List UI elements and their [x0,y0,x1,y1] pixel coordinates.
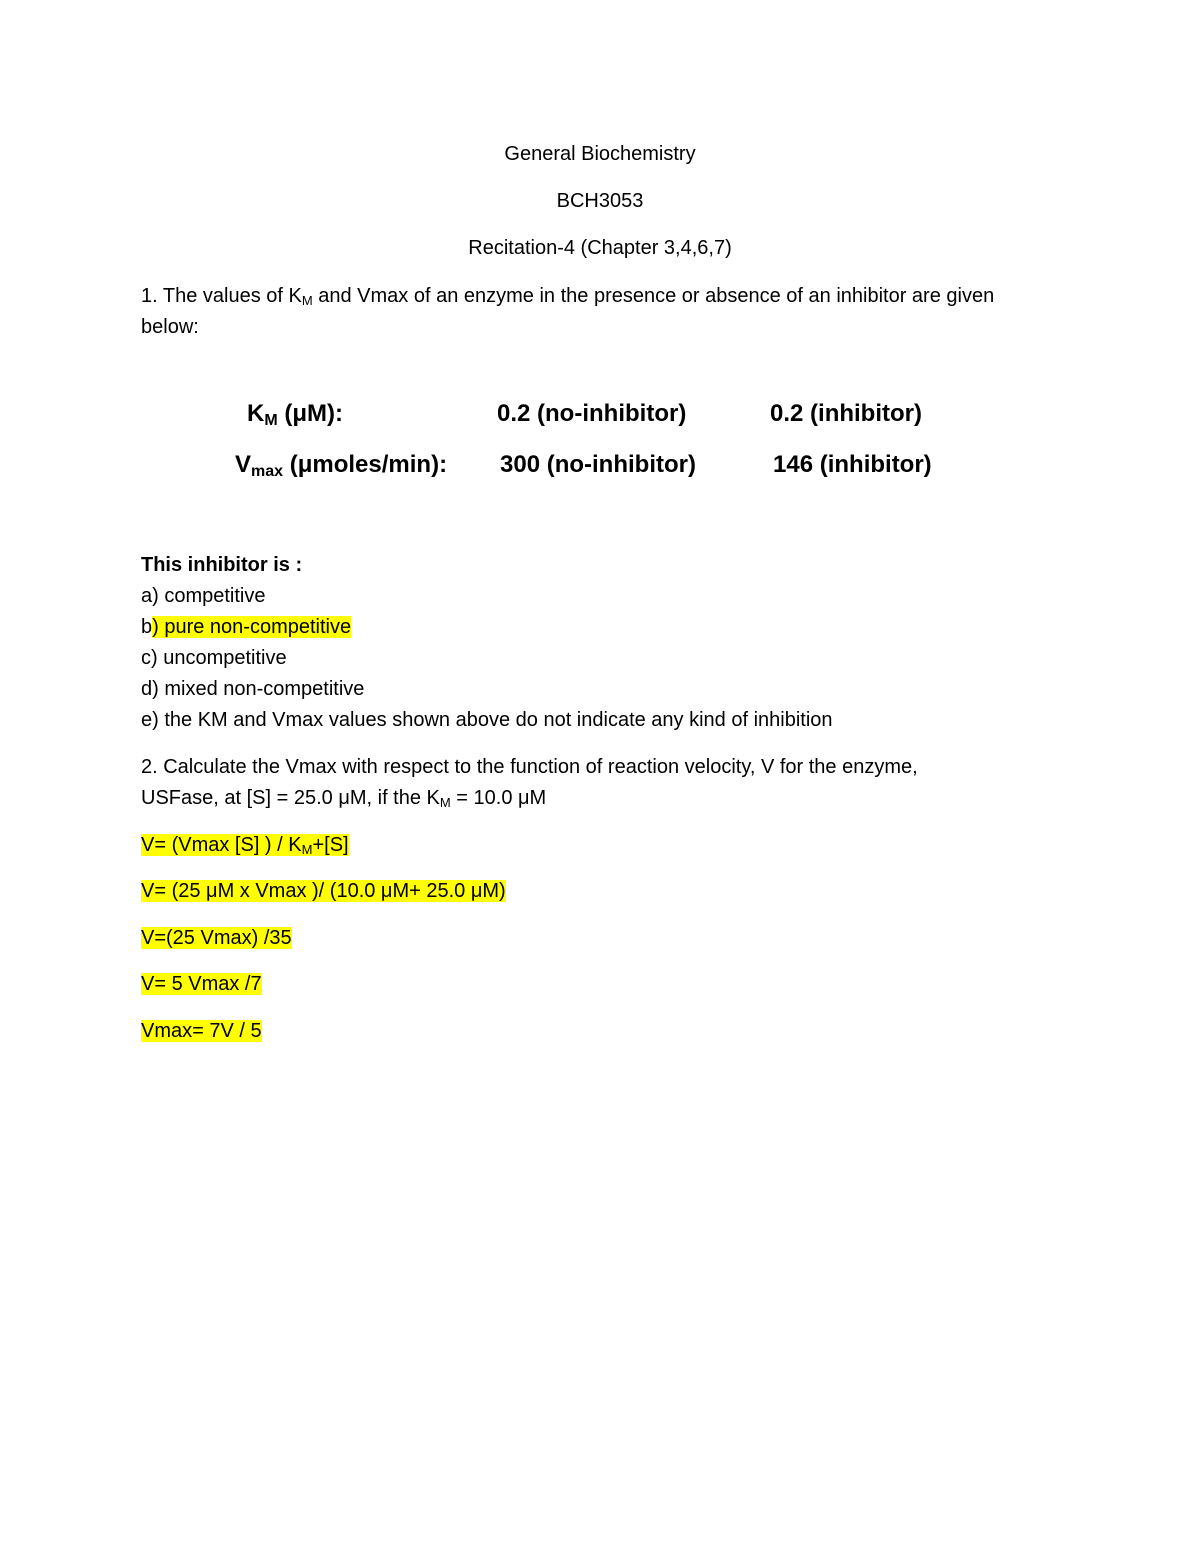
vmax-inhibitor: 146 (inhibitor) [773,451,932,478]
step-1-end: +[S] [312,834,349,856]
vmax-label [235,451,447,479]
step-1-subscript: M [301,842,313,857]
km-subscript: M [264,412,278,429]
option-b-answer-highlight: ) pure non-competitive [152,616,352,638]
q1-intro-subscript: M [301,293,313,308]
course-code: BCH3053 [556,190,644,212]
step-1-highlight [141,834,349,856]
km-unit: (μM): [277,400,343,427]
km-label [247,400,343,428]
step-2-highlight: V= (25 μM x Vmax )/ (10.0 μM+ 25.0 μM) [141,880,506,902]
solution-step-2 [141,876,506,907]
q1-intro-rest: and Vmax of an enzyme in the presence or absence of an inhibitor are given [312,285,995,307]
q2-line-1: 2. Calculate the Vmax with respect to the function of reaction velocity, V for the enzyme, [141,756,918,778]
solution-step-3 [141,923,292,954]
q2-line-2-start: USFase, at [S] = 25.0 μM, if the K [141,787,440,809]
recitation-title: Recitation-4 (Chapter 3,4,6,7) [468,237,732,259]
vmax-symbol: V [235,451,252,478]
option-c: c) uncompetitive [141,647,287,669]
km-no-inhibitor: 0.2 (no-inhibitor) [497,400,687,427]
option-a: a) competitive [141,585,266,607]
course-name: General Biochemistry [504,143,696,165]
vmax-no-inhibitor: 300 (no-inhibitor) [500,451,696,478]
option-b-letter: b [141,616,153,638]
option-d: d) mixed non-competitive [141,678,365,700]
solution-step-5 [141,1016,262,1047]
q1-intro-start: 1. The values of K [141,285,302,307]
vmax-unit: (μmoles/min): [283,451,448,478]
vmax-subscript: max [251,463,284,480]
q2-line-2 [141,783,546,815]
km-inhibitor: 0.2 (inhibitor) [770,400,922,427]
q1-prompt: This inhibitor is : [141,554,303,576]
step-1-start: V= (Vmax [S] ) / K [141,834,302,856]
step-5-highlight: Vmax= 7V / 5 [141,1020,262,1042]
step-4-highlight: V= 5 Vmax /7 [141,973,262,995]
q1-intro-continued: below: [141,316,199,338]
km-symbol: K [247,400,265,427]
solution-step-1 [141,830,349,862]
option-e: e) the KM and Vmax values shown above do not indicate any kind of inhibition [141,709,833,731]
solution-step-4 [141,969,262,1000]
q1-intro [141,281,994,313]
q2-line-2-end: = 10.0 μM [450,787,547,809]
option-b [141,612,351,643]
step-3-highlight: V=(25 Vmax) /35 [141,927,292,949]
q2-line-2-subscript: M [439,795,451,810]
